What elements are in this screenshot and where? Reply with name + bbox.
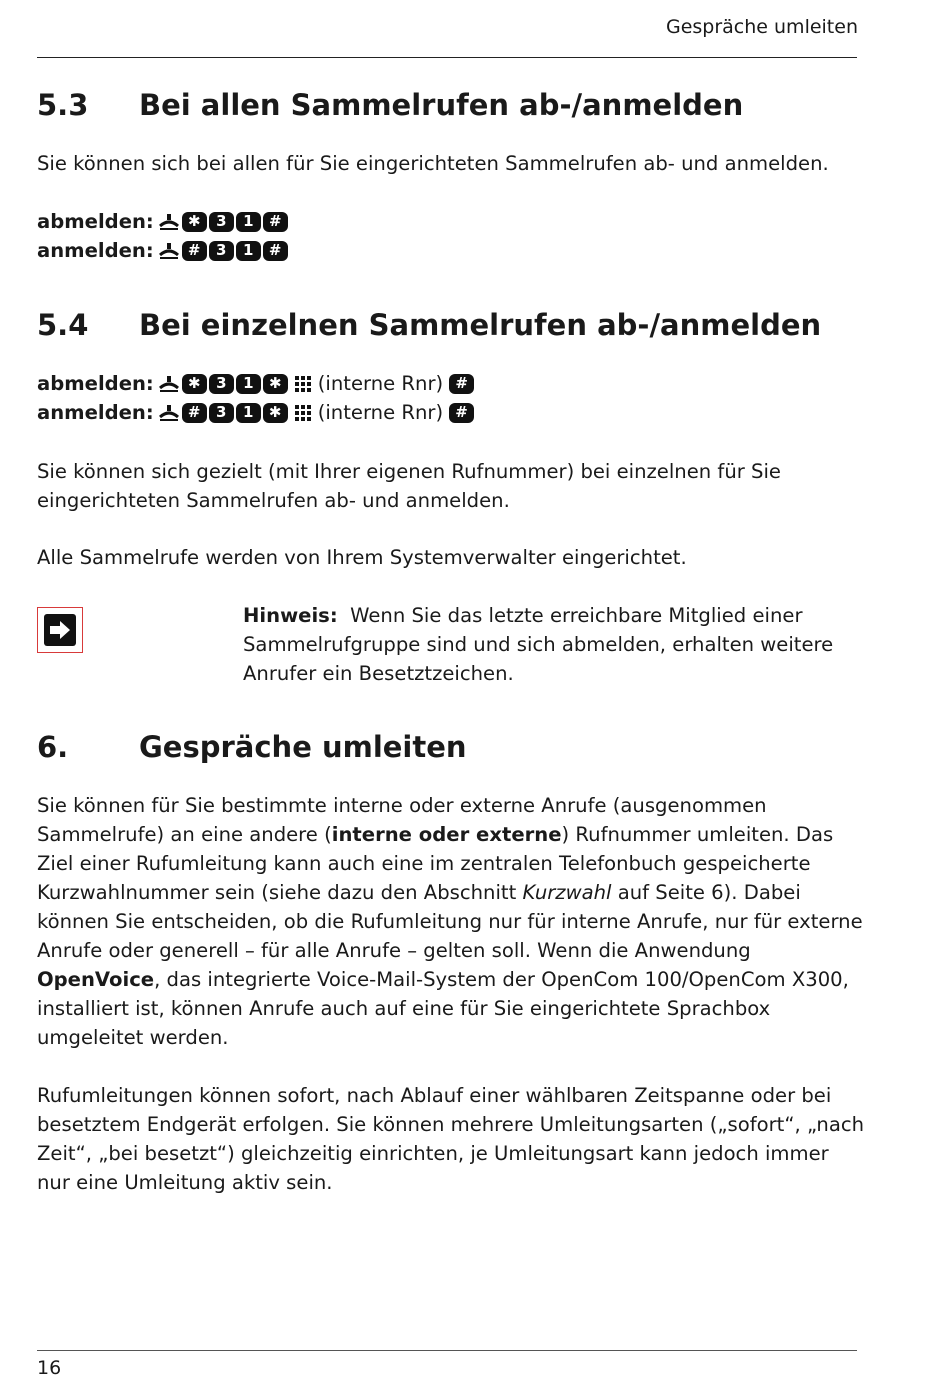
- key-star: ✱: [263, 374, 288, 394]
- key-3: 3: [209, 241, 234, 261]
- bold-run: interne oder externe: [331, 823, 562, 846]
- section-heading-5-4: [37, 308, 821, 342]
- footer-divider: [37, 1350, 857, 1351]
- key-hash: #: [449, 403, 474, 423]
- key-hash: #: [263, 241, 288, 261]
- running-header: Gespräche umleiten: [665, 16, 858, 38]
- section-number: 5.3: [37, 88, 89, 122]
- keyline-label: anmelden:: [37, 239, 154, 262]
- key-3: 3: [209, 403, 234, 423]
- key-hash: #: [182, 241, 207, 261]
- section-title: Gespräche umleiten: [139, 730, 467, 764]
- key-star: ✱: [182, 374, 207, 394]
- keyline-abmelden-single: [37, 369, 474, 398]
- note-icon-box: [37, 607, 83, 653]
- key-1: 1: [236, 403, 261, 423]
- key-1: 1: [236, 241, 261, 261]
- key-1: 1: [236, 374, 261, 394]
- key-3: 3: [209, 212, 234, 232]
- key-star: ✱: [263, 403, 288, 423]
- paragraph-forwarding-types: Rufumleitungen können sofort, nach Ablauf einer wählbaren Zeitspanne oder bei besetztem Endgerät erfolgen. Sie können mehrere Umleitungsarten („sofort“, „nach Zeit“, „bei besetzt“) gleichzeitig einrichten, je Umleitungsart kann jedoch immer nur eine Umleitung aktiv sein.: [37, 1084, 865, 1194]
- key-1: 1: [236, 212, 261, 232]
- keyline-label: anmelden:: [37, 401, 154, 424]
- paragraph-targeted-login: Sie können sich gezielt (mit Ihrer eigenen Rufnummer) bei einzelnen für Sie eingerichteten Sammelrufen ab- und anmelden.: [37, 460, 781, 512]
- bold-run: OpenVoice: [37, 968, 155, 991]
- key-star: ✱: [182, 212, 207, 232]
- key-hash: #: [182, 403, 207, 423]
- key-hash: #: [449, 374, 474, 394]
- page-number: 16: [37, 1357, 62, 1379]
- internal-number-hint: (interne Rnr): [317, 372, 444, 395]
- section-heading-6: [37, 730, 467, 764]
- internal-number-hint: (interne Rnr): [317, 401, 444, 424]
- keyline-anmelden-all: [37, 236, 288, 265]
- handset-lift-icon: [158, 403, 180, 423]
- section-number: 5.4: [37, 308, 89, 342]
- handset-lift-icon: [158, 212, 180, 232]
- keyline-label: abmelden:: [37, 210, 154, 233]
- section-heading-5-3: [37, 88, 743, 122]
- header-divider: [37, 57, 857, 58]
- note: [243, 601, 863, 688]
- text-run: , das integrierte Voice-Mail-System der OpenCom 100/OpenCom X300, installiert ist, können Anrufe auch auf eine für Sie eingerichtete Sprachbox umgeleitet werden.: [37, 968, 849, 1049]
- paragraph-admin-setup: Alle Sammelrufe werden von Ihrem Systemverwalter eingerichtet.: [37, 546, 687, 569]
- section-intro: Sie können sich bei allen für Sie eingerichteten Sammelrufen ab- und anmelden.: [37, 152, 829, 175]
- paragraph-forwarding-intro: [37, 791, 867, 1052]
- text-run: Sie können für Sie bestimmte interne oder externe Anrufe (ausgenommen Sammelrufe) an eine andere (: [37, 794, 767, 846]
- keyline-anmelden-single: [37, 398, 474, 427]
- keypad-icon: [294, 375, 312, 393]
- section-number: 6.: [37, 730, 69, 764]
- section-title: Bei einzelnen Sammelrufen ab-/anmelden: [139, 308, 822, 342]
- keyline-abmelden-all: [37, 207, 288, 236]
- keypad-icon: [294, 404, 312, 422]
- key-3: 3: [209, 374, 234, 394]
- cross-reference: Kurzwahl: [522, 881, 612, 904]
- text-run: ) Rufnummer umleiten. Das Ziel einer Rufumleitung kann auch eine im zentralen Telefonbuch gespeicherte Kurzwahlnummer sein (siehe dazu den Abschnitt: [37, 823, 834, 904]
- handset-lift-icon: [158, 241, 180, 261]
- key-hash: #: [263, 212, 288, 232]
- text-run: auf Seite 6). Dabei können Sie entscheiden, ob die Rufumleitung nur für interne Anrufe, nur für externe Anrufe oder generell – für alle Anrufe – gelten soll. Wenn die Anwendung: [37, 881, 863, 962]
- note-text: Wenn Sie das letzte erreichbare Mitglied einer Sammelrufgruppe sind und sich abmelden, erhalten weitere Anrufer ein Besetztzeichen.: [243, 604, 834, 685]
- note-label: Hinweis:: [243, 604, 338, 627]
- section-title: Bei allen Sammelrufen ab-/anmelden: [139, 88, 744, 122]
- handset-lift-icon: [158, 374, 180, 394]
- keyline-label: abmelden:: [37, 372, 154, 395]
- arrow-right-icon: [48, 619, 72, 641]
